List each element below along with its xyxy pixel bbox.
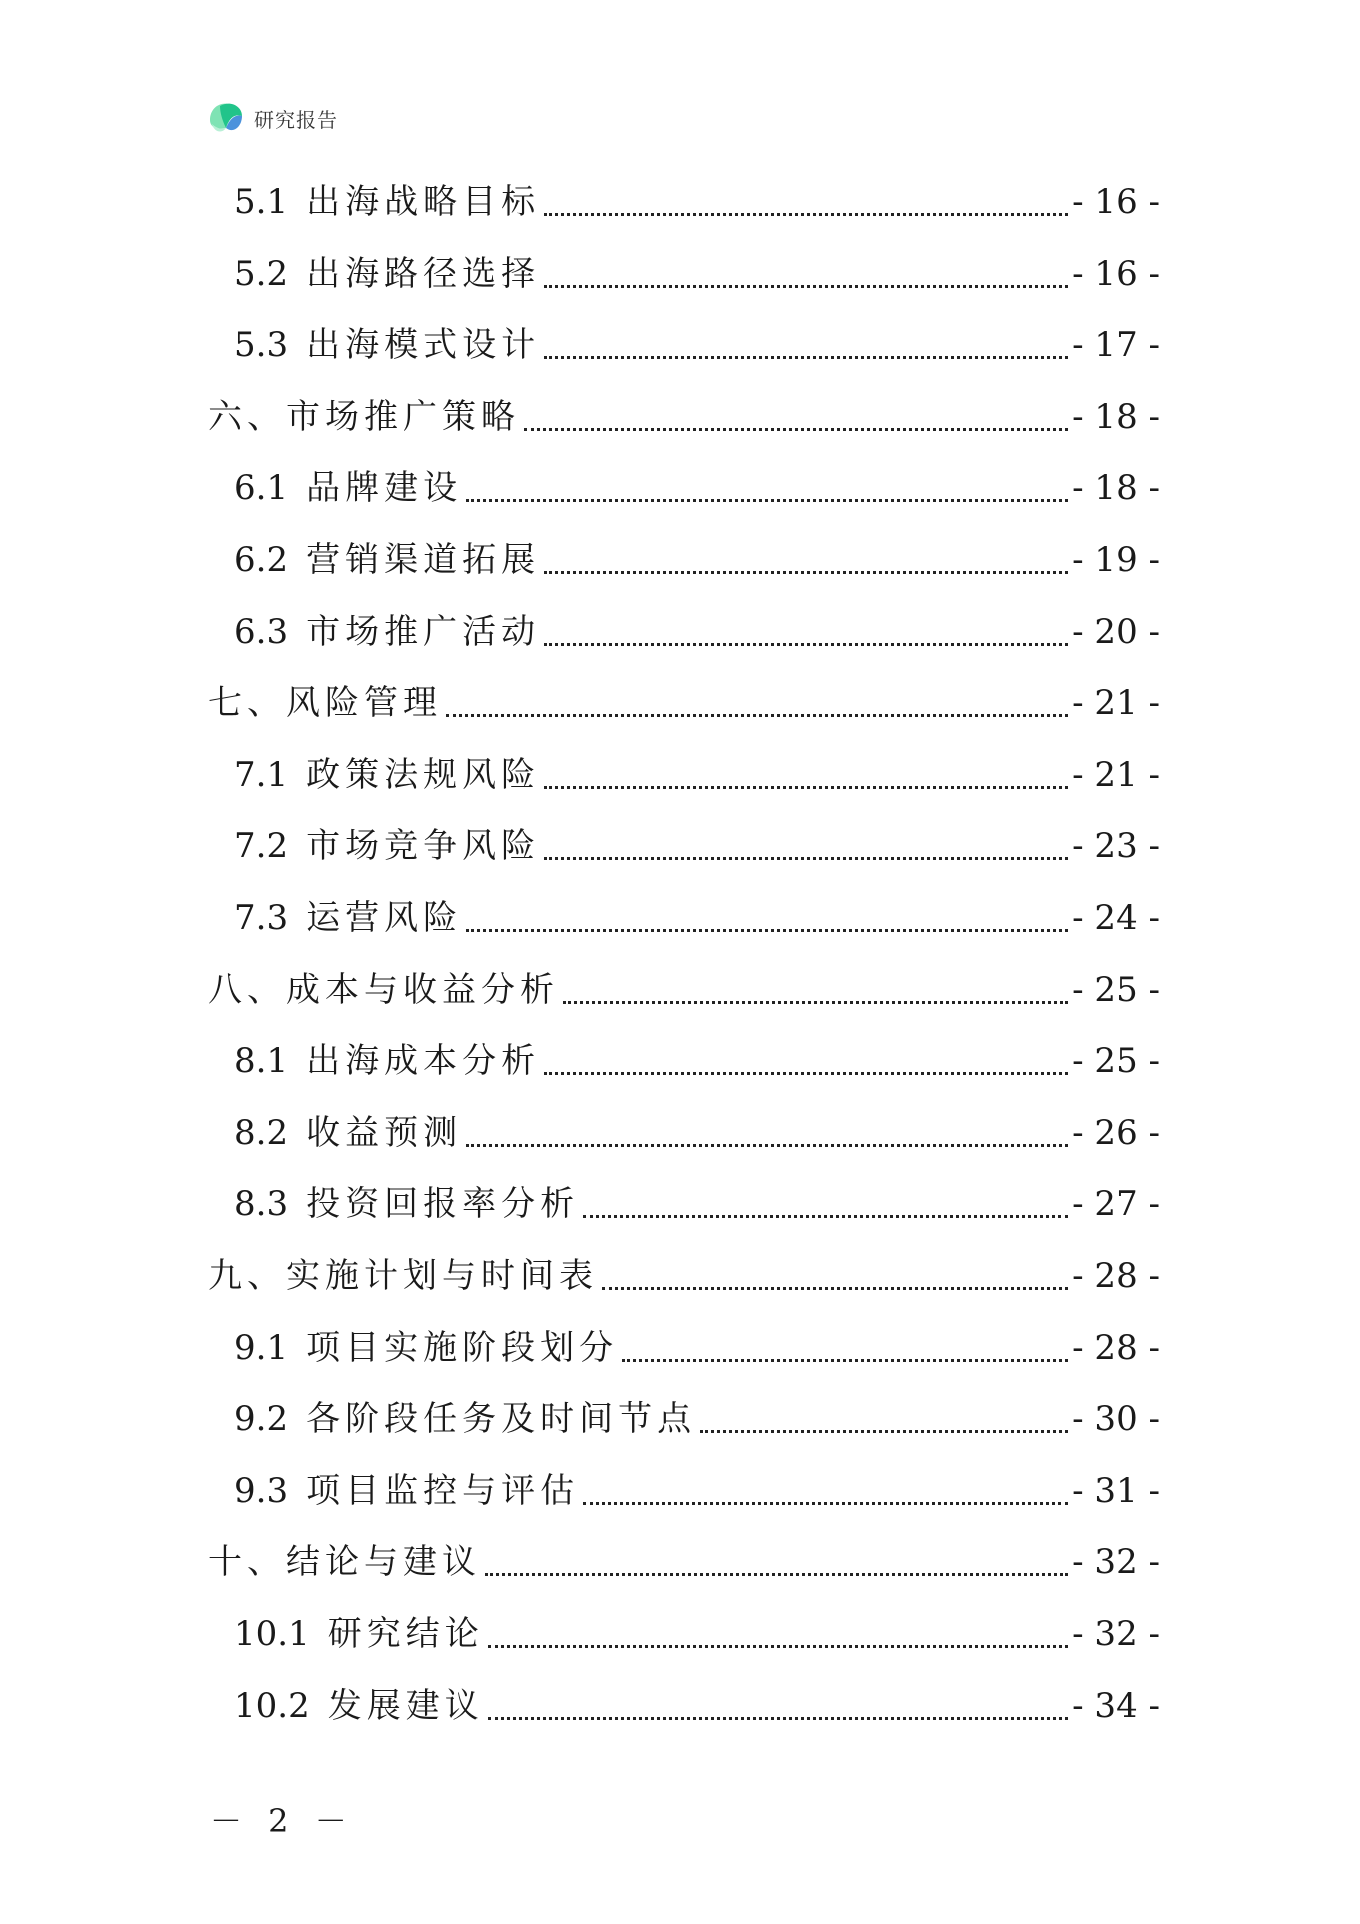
toc-entry-label xyxy=(234,1323,618,1373)
toc-entry-page: - 30 - xyxy=(1072,1399,1160,1439)
toc-entry-title: 收益预测 xyxy=(306,1113,463,1153)
toc-entry-label xyxy=(234,463,462,513)
toc-entry[interactable] xyxy=(234,1179,1160,1229)
toc-entry[interactable] xyxy=(208,1251,1160,1301)
toc-entry[interactable] xyxy=(234,463,1160,513)
toc-entry-number: 5.1 xyxy=(234,182,289,222)
toc-leader-dots xyxy=(466,499,1068,502)
toc-entry-page: - 19 - xyxy=(1072,540,1160,580)
toc-entry-number: 7.3 xyxy=(234,898,289,938)
toc-entry[interactable] xyxy=(234,320,1160,370)
toc-entry[interactable] xyxy=(234,535,1160,585)
toc-entry-page: - 27 - xyxy=(1072,1184,1160,1224)
toc-entry[interactable] xyxy=(234,177,1160,227)
toc-leader-dots xyxy=(544,285,1068,288)
toc-entry[interactable] xyxy=(208,678,1160,728)
toc-entry-title: 七、风险管理 xyxy=(208,683,442,723)
toc-entry-number: 7.2 xyxy=(234,826,289,866)
toc-entry[interactable] xyxy=(234,893,1160,943)
toc-leader-dots xyxy=(544,1072,1068,1075)
toc-entry-title: 运营风险 xyxy=(306,898,463,938)
toc-entry-number: 10.2 xyxy=(234,1686,310,1726)
toc-leader-dots xyxy=(488,1645,1068,1648)
toc-entry[interactable] xyxy=(234,607,1160,657)
toc-entry[interactable] xyxy=(234,1394,1160,1444)
toc-leader-dots xyxy=(485,1573,1068,1576)
toc-entry-page: - 31 - xyxy=(1072,1471,1160,1511)
toc-entry-label xyxy=(208,392,520,442)
toc-entry-number: 8.1 xyxy=(234,1041,289,1081)
toc-entry-title: 六、市场推广策略 xyxy=(208,397,520,437)
toc-entry[interactable] xyxy=(234,1681,1160,1731)
toc-entry-number: 5.2 xyxy=(234,254,289,294)
toc-entry-title: 出海战略目标 xyxy=(306,182,541,222)
toc-entry-page: - 24 - xyxy=(1072,898,1160,938)
toc-entry-title: 政策法规风险 xyxy=(306,755,541,795)
toc-entry-number: 10.1 xyxy=(234,1614,310,1654)
toc-entry-label xyxy=(208,678,442,728)
toc-entry-label xyxy=(234,1466,579,1516)
toc-leader-dots xyxy=(466,1144,1068,1147)
toc-entry-label xyxy=(208,1251,598,1301)
toc-entry-label xyxy=(208,1537,481,1587)
toc-entry-title: 出海模式设计 xyxy=(306,325,541,365)
toc-entry-page: - 16 - xyxy=(1072,254,1160,294)
toc-entry-page: - 18 - xyxy=(1072,397,1160,437)
toc-leader-dots xyxy=(446,714,1068,717)
toc-entry-title: 发展建议 xyxy=(327,1686,484,1726)
toc-entry[interactable] xyxy=(234,1323,1160,1373)
toc-leader-dots xyxy=(583,1502,1068,1505)
toc-entry-page: - 25 - xyxy=(1072,1041,1160,1081)
toc-leader-dots xyxy=(700,1430,1068,1433)
toc-entry-number: 8.2 xyxy=(234,1113,289,1153)
toc-entry-label xyxy=(234,750,540,800)
toc-entry-number: 9.3 xyxy=(234,1471,289,1511)
toc-entry-label xyxy=(234,1681,484,1731)
toc-entry[interactable] xyxy=(208,1537,1160,1587)
toc-leader-dots xyxy=(583,1215,1068,1218)
toc-entry-label xyxy=(234,893,462,943)
toc-entry[interactable] xyxy=(234,1108,1160,1158)
toc-entry-title: 品牌建设 xyxy=(306,468,463,508)
toc-entry-page: - 32 - xyxy=(1072,1542,1160,1582)
toc-entry-label xyxy=(234,1179,579,1229)
toc-entry-label xyxy=(234,1394,696,1444)
toc-entry-title: 八、成本与收益分析 xyxy=(208,970,559,1010)
toc-leader-dots xyxy=(563,1001,1068,1004)
toc-entry-page: - 25 - xyxy=(1072,970,1160,1010)
toc-entry[interactable] xyxy=(208,392,1160,442)
toc-leader-dots xyxy=(544,786,1068,789)
toc-entry-number: 8.3 xyxy=(234,1184,289,1224)
toc-entry-label xyxy=(234,607,540,657)
toc-entry-title: 九、实施计划与时间表 xyxy=(208,1256,598,1296)
toc-entry-label xyxy=(234,1108,462,1158)
toc-entry-title: 出海成本分析 xyxy=(306,1041,541,1081)
toc-entry-label xyxy=(234,320,540,370)
toc-leader-dots xyxy=(488,1717,1068,1720)
page-number: － 2 － xyxy=(210,1802,355,1840)
toc-leader-dots xyxy=(544,356,1068,359)
toc-entry-label xyxy=(234,177,540,227)
toc-leader-dots xyxy=(622,1359,1068,1362)
toc-leader-dots xyxy=(544,213,1068,216)
toc-entry-page: - 17 - xyxy=(1072,325,1160,365)
toc-entry-title: 各阶段任务及时间节点 xyxy=(306,1399,697,1439)
toc-entry-title: 研究结论 xyxy=(327,1614,484,1654)
toc-leader-dots xyxy=(466,929,1068,932)
toc-entry-page: - 16 - xyxy=(1072,182,1160,222)
toc-entry-title: 项目监控与评估 xyxy=(306,1471,580,1511)
toc-entry-number: 6.3 xyxy=(234,612,289,652)
toc-entry-label xyxy=(234,249,540,299)
toc-entry-number: 7.1 xyxy=(234,755,289,795)
toc-entry-page: - 28 - xyxy=(1072,1328,1160,1368)
toc-entry-page: - 34 - xyxy=(1072,1686,1160,1726)
toc-entry-label xyxy=(234,821,540,871)
toc-entry-number: 6.1 xyxy=(234,468,289,508)
toc-entry-label xyxy=(234,1609,484,1659)
toc-entry-page: - 20 - xyxy=(1072,612,1160,652)
toc-entry[interactable] xyxy=(234,821,1160,871)
toc-entry-label xyxy=(234,1036,540,1086)
toc-entry[interactable] xyxy=(234,1609,1160,1659)
toc-entry-number: 6.2 xyxy=(234,540,289,580)
toc-entry-title: 十、结论与建议 xyxy=(208,1542,481,1582)
toc-leader-dots xyxy=(524,428,1068,431)
toc-entry-label xyxy=(208,965,559,1015)
header-title: 研究报告 xyxy=(254,107,338,132)
toc-entry-page: - 26 - xyxy=(1072,1113,1160,1153)
toc-entry-label xyxy=(234,535,540,585)
toc-entry-title: 投资回报率分析 xyxy=(306,1184,580,1224)
toc-entry-page: - 32 - xyxy=(1072,1614,1160,1654)
toc-entry-title: 营销渠道拓展 xyxy=(306,540,541,580)
toc-leader-dots xyxy=(544,643,1068,646)
toc-leader-dots xyxy=(544,571,1068,574)
toc-entry[interactable] xyxy=(234,1036,1160,1086)
toc-entry[interactable] xyxy=(208,965,1160,1015)
toc-entry-title: 项目实施阶段划分 xyxy=(306,1328,619,1368)
toc-entry[interactable] xyxy=(234,1466,1160,1516)
toc-entry-page: - 21 - xyxy=(1072,755,1160,795)
toc-entry-number: 9.2 xyxy=(234,1399,289,1439)
toc-entry-page: - 18 - xyxy=(1072,468,1160,508)
toc-entry-title: 市场竞争风险 xyxy=(306,826,541,866)
toc-entry-title: 出海路径选择 xyxy=(306,254,541,294)
toc-leader-dots xyxy=(544,857,1068,860)
toc-entry-page: - 21 - xyxy=(1072,683,1160,723)
toc-entry-page: - 28 - xyxy=(1072,1256,1160,1296)
toc-entry-page: - 23 - xyxy=(1072,826,1160,866)
toc-leader-dots xyxy=(602,1287,1068,1290)
toc-entry-title: 市场推广活动 xyxy=(306,612,541,652)
toc-entry-number: 5.3 xyxy=(234,325,289,365)
toc-entry-number: 9.1 xyxy=(234,1328,289,1368)
toc-entry[interactable] xyxy=(234,249,1160,299)
toc-entry[interactable] xyxy=(234,750,1160,800)
